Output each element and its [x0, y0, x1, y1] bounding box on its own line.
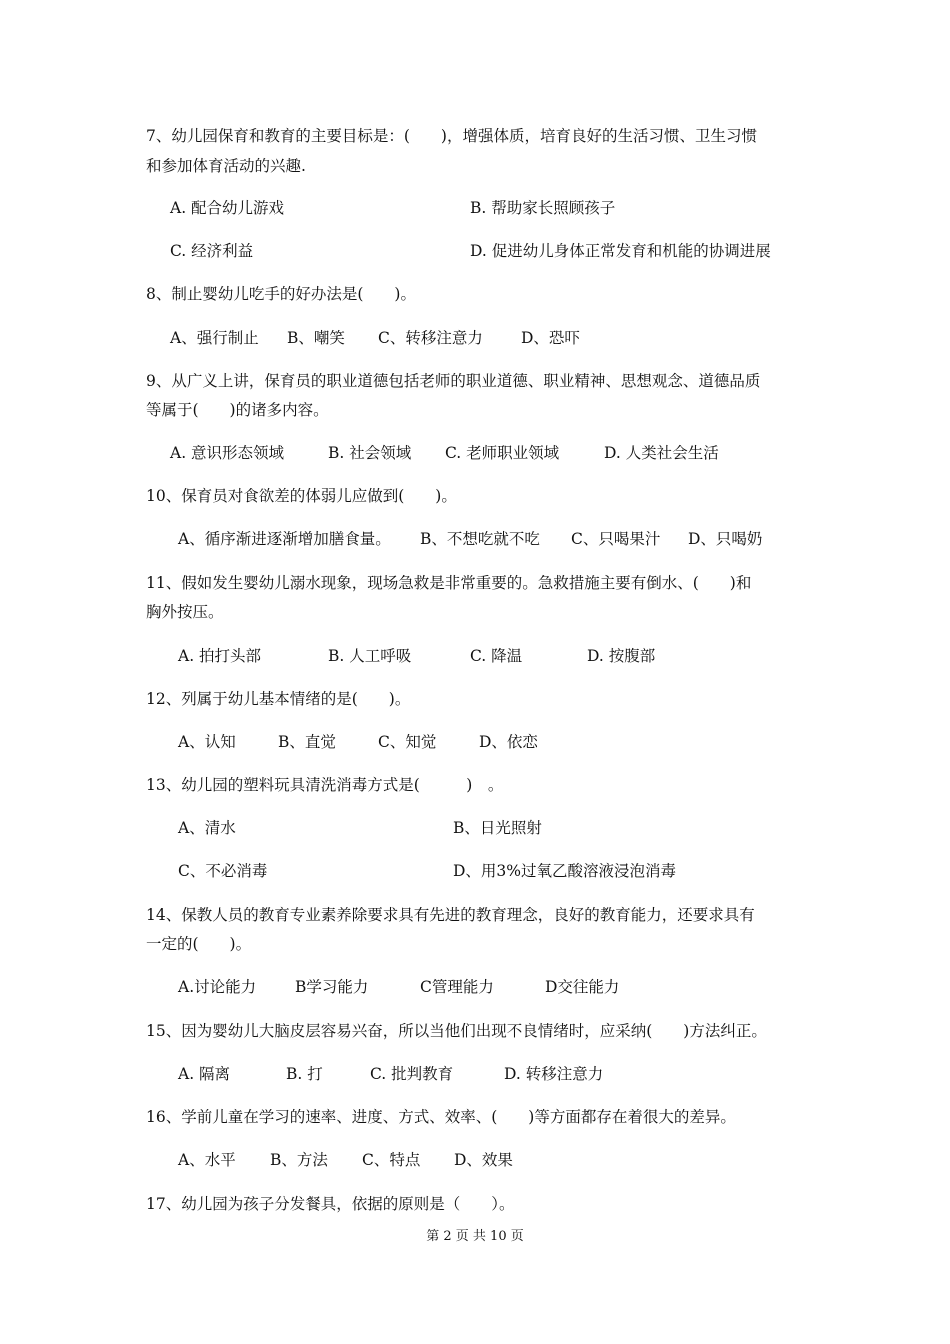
question-10-option-c: C、只喝果汁	[571, 530, 661, 548]
question-15-option-d: D. 转移注意力	[504, 1065, 604, 1083]
question-13-option-b: B、日光照射	[453, 819, 542, 837]
question-13-line-1: 13、幼儿园的塑料玩具清洗消毒方式是( ) 。	[146, 776, 504, 794]
question-11-option-a: A. 拍打头部	[178, 647, 262, 665]
question-9-line-2: 等属于( )的诸多内容。	[146, 401, 329, 419]
question-10-option-a: A、循序渐进逐渐增加膳食量。	[178, 530, 391, 548]
question-7-option-c: C. 经济利益	[170, 242, 254, 260]
question-17-line-1: 17、幼儿园为孩子分发餐具，依据的原则是（ ）。	[146, 1195, 515, 1213]
question-14-line-2: 一定的( )。	[146, 935, 252, 953]
question-12-option-c: C、知觉	[378, 733, 437, 751]
question-12-line-1: 12、列属于幼儿基本情绪的是( )。	[146, 690, 411, 708]
question-16-line-1: 16、学前儿童在学习的速率、进度、方式、效率、( )等方面都存在着很大的差异。	[146, 1108, 736, 1126]
question-15-option-a: A. 隔离	[178, 1065, 231, 1083]
question-14-option-a: A.讨论能力	[178, 978, 257, 996]
question-8-option-d: D、恐吓	[521, 329, 580, 347]
question-7-option-a: A. 配合幼儿游戏	[170, 199, 285, 217]
question-9-option-a: A. 意识形态领域	[170, 444, 285, 462]
question-12-option-d: D、依恋	[479, 733, 538, 751]
question-7-line-2: 和参加体育活动的兴趣.	[146, 157, 306, 175]
question-10-option-b: B、不想吃就不吃	[420, 530, 540, 548]
question-9-line-1: 9、从广义上讲，保育员的职业道德包括老师的职业道德、职业精神、思想观念、道德品质	[146, 372, 761, 390]
page-number-footer: 第 2 页 共 10 页	[426, 1229, 524, 1244]
question-14-option-c: C管理能力	[420, 978, 494, 996]
question-7-option-b: B. 帮助家长照顾孩子	[470, 199, 616, 217]
question-12-option-a: A、认知	[178, 733, 236, 751]
question-15-option-b: B. 打	[286, 1065, 323, 1083]
question-14-option-d: D交往能力	[545, 978, 620, 996]
question-14-line-1: 14、保教人员的教育专业素养除要求具有先进的教育理念，良好的教育能力，还要求具有	[146, 906, 755, 924]
question-8-option-c: C、转移注意力	[378, 329, 483, 347]
question-11-option-d: D. 按腹部	[587, 647, 656, 665]
question-9-option-b: B. 社会领域	[328, 444, 412, 462]
question-15-line-1: 15、因为婴幼儿大脑皮层容易兴奋，所以当他们出现不良情绪时，应采纳( )方法纠正。	[146, 1022, 767, 1040]
question-11-line-1: 11、假如发生婴幼儿溺水现象，现场急救是非常重要的。急救措施主要有倒水、( )和	[146, 574, 752, 592]
question-11-option-b: B. 人工呼吸	[328, 647, 412, 665]
question-16-option-c: C、特点	[362, 1151, 421, 1169]
question-16-option-d: D、效果	[454, 1151, 513, 1169]
question-9-option-c: C. 老师职业领域	[445, 444, 560, 462]
question-14-option-b: B学习能力	[295, 978, 369, 996]
question-16-option-b: B、方法	[270, 1151, 328, 1169]
question-7-line-1: 7、幼儿园保育和教育的主要目标是：( )，增强体质，培育良好的生活习惯、卫生习惯	[146, 127, 757, 145]
question-9-option-d: D. 人类社会生活	[604, 444, 719, 462]
question-8-line-1: 8、制止婴幼儿吃手的好办法是( )。	[146, 285, 416, 303]
question-13-option-c: C、不必消毒	[178, 862, 268, 880]
question-11-option-c: C. 降温	[470, 647, 523, 665]
question-7-option-d: D. 促进幼儿身体正常发育和机能的协调进展	[470, 242, 771, 260]
question-13-option-a: A、清水	[178, 819, 236, 837]
question-12-option-b: B、直觉	[278, 733, 336, 751]
question-15-option-c: C. 批判教育	[370, 1065, 454, 1083]
question-16-option-a: A、水平	[178, 1151, 236, 1169]
question-8-option-b: B、嘲笑	[287, 329, 345, 347]
question-8-option-a: A、强行制止	[170, 329, 259, 347]
question-10-line-1: 10、保育员对食欲差的体弱儿应做到( )。	[146, 487, 457, 505]
question-13-option-d: D、用3%过氧乙酸溶液浸泡消毒	[453, 862, 677, 880]
question-11-line-2: 胸外按压。	[146, 603, 224, 621]
question-10-option-d: D、只喝奶	[688, 530, 763, 548]
